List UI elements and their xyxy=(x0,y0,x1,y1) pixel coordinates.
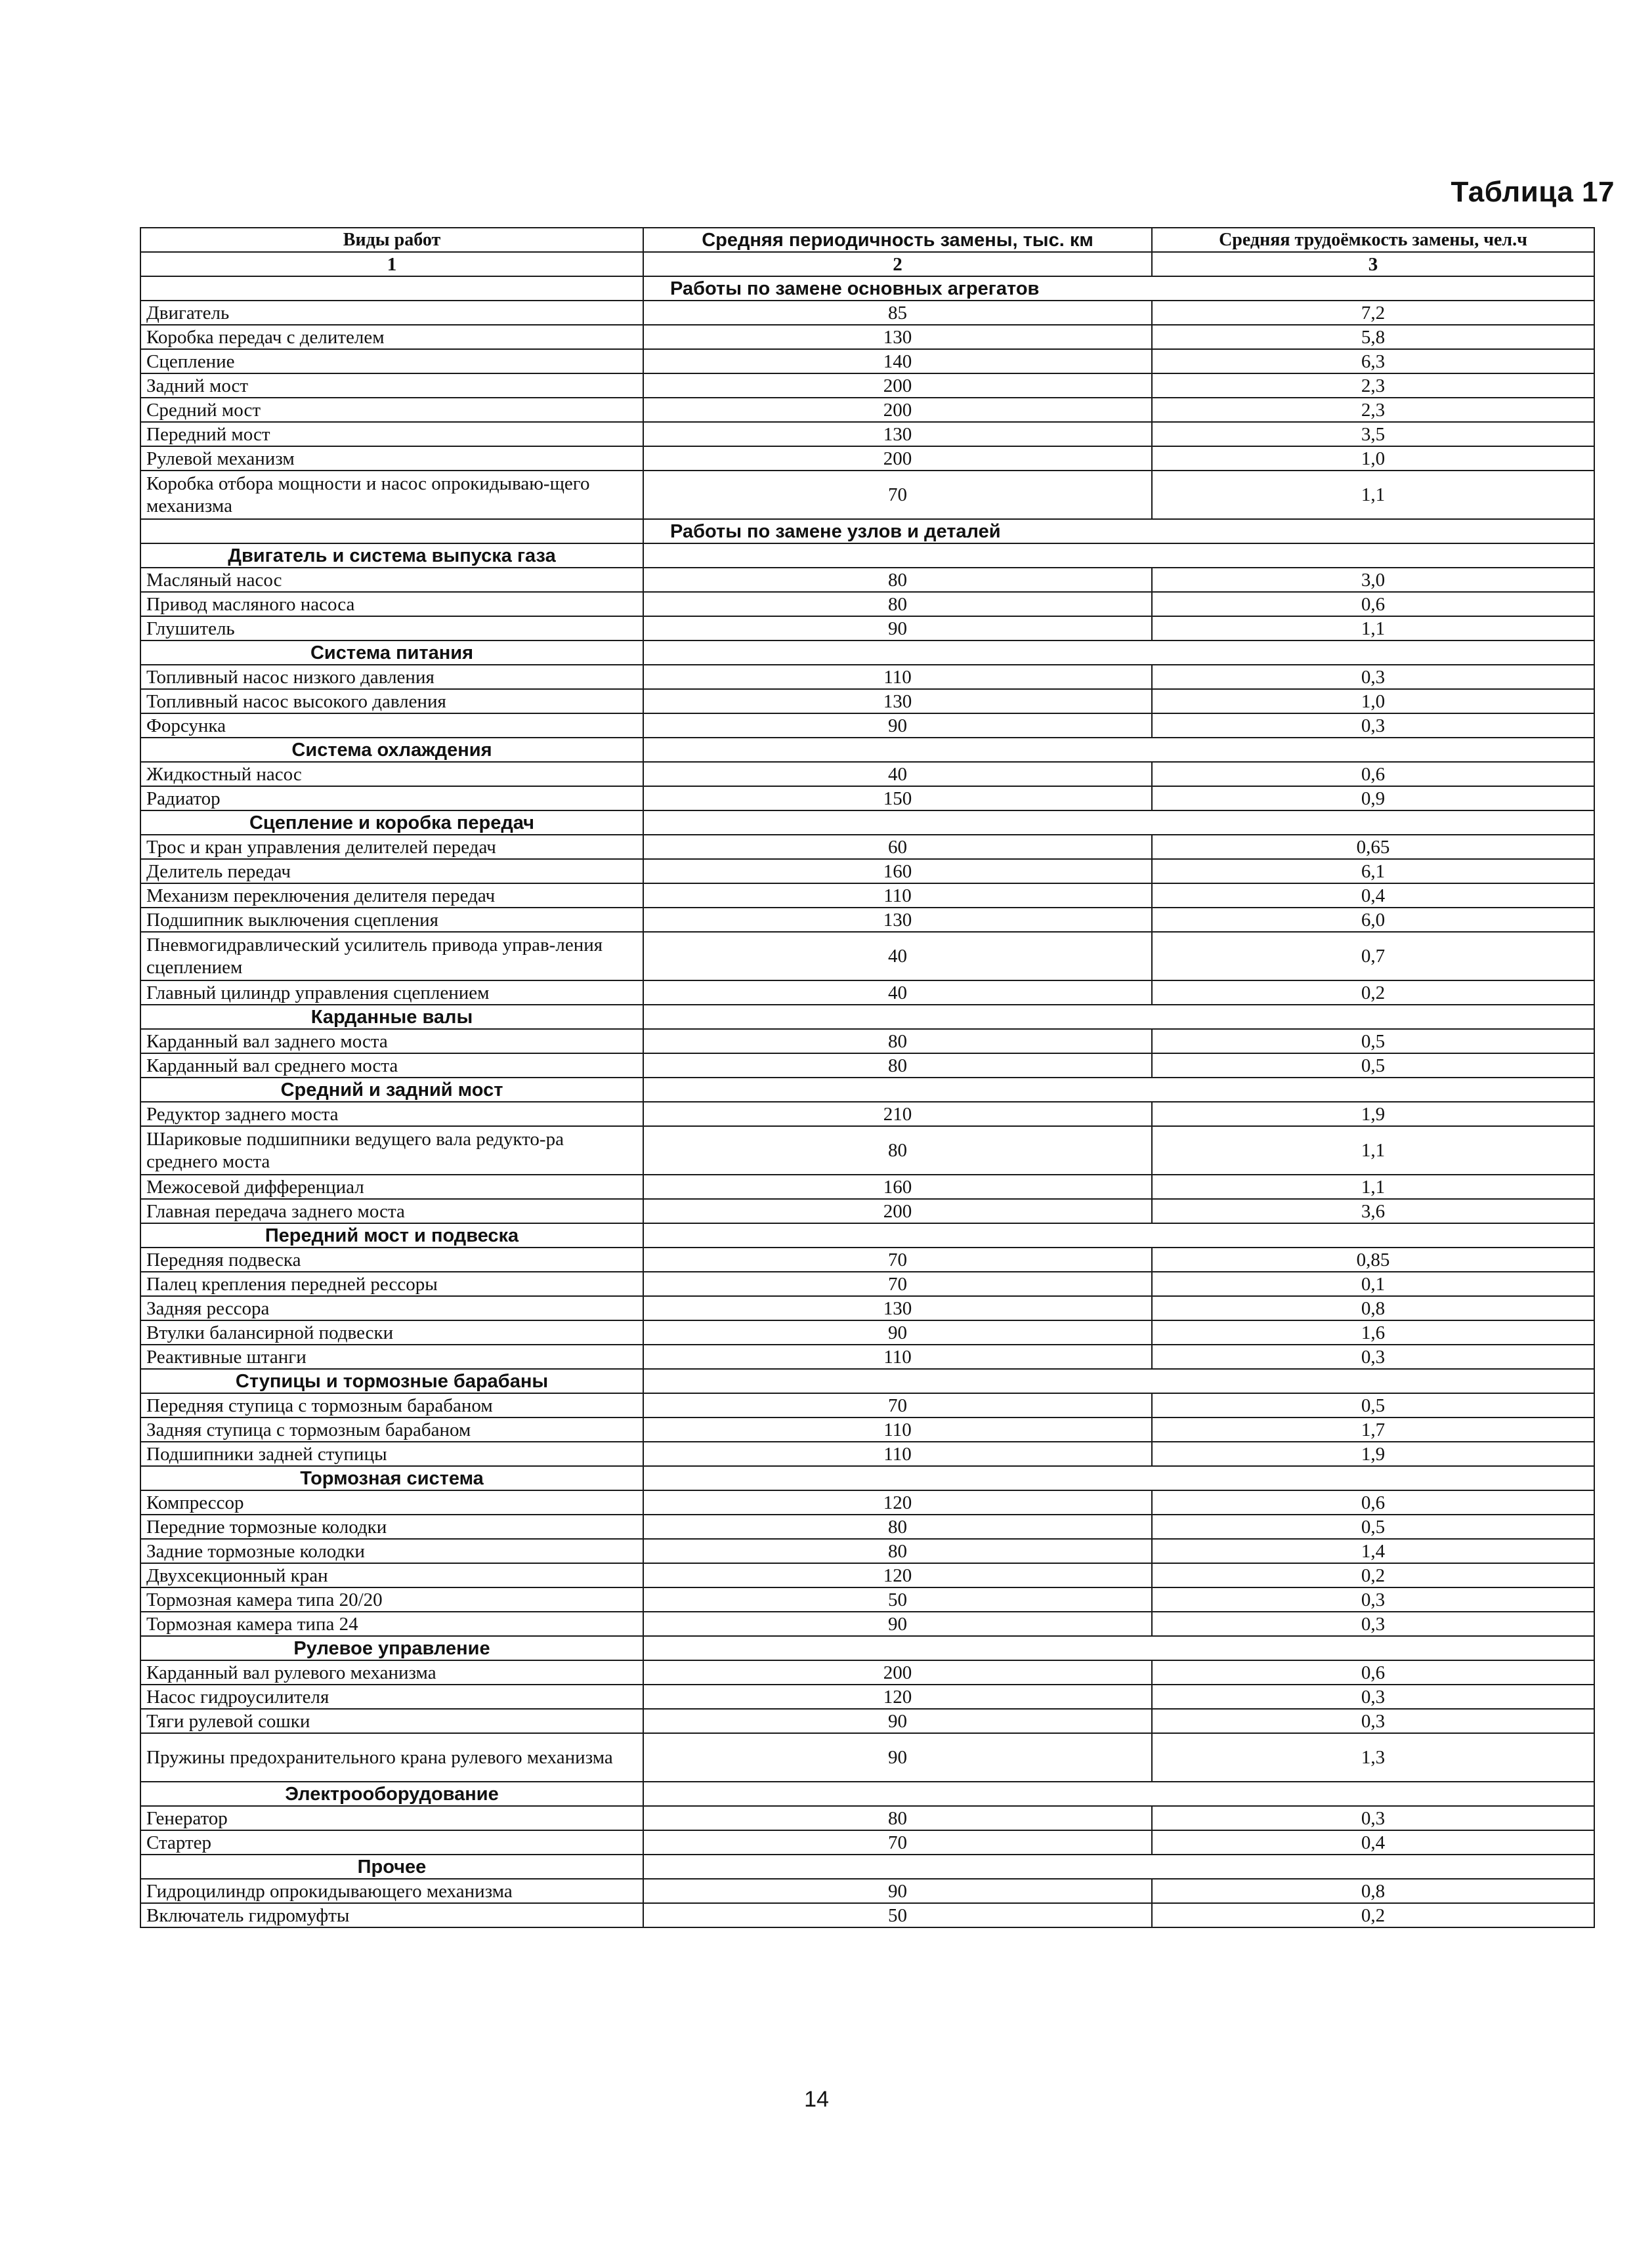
table-body xyxy=(140,276,1594,1927)
period-value: 80 xyxy=(643,1539,1152,1563)
subsection-title: Сцепление и коробка передач xyxy=(140,810,643,835)
period-value: 120 xyxy=(643,1685,1152,1709)
table-row xyxy=(140,665,1594,689)
period-value: 70 xyxy=(643,1393,1152,1418)
table-row xyxy=(140,1272,1594,1296)
period-value: 85 xyxy=(643,301,1152,325)
period-value: 80 xyxy=(643,1053,1152,1078)
labor-value: 0,5 xyxy=(1152,1053,1594,1078)
labor-value: 3,6 xyxy=(1152,1199,1594,1223)
empty-cell xyxy=(140,519,643,543)
labor-value: 2,3 xyxy=(1152,398,1594,422)
labor-value: 1,7 xyxy=(1152,1418,1594,1442)
period-value: 210 xyxy=(643,1102,1152,1126)
table-row xyxy=(140,1199,1594,1223)
subsection-row xyxy=(140,1078,1594,1102)
work-name: Главная передача заднего моста xyxy=(140,1199,643,1223)
work-name: Механизм переключения делителя передач xyxy=(140,883,643,908)
period-value: 200 xyxy=(643,373,1152,398)
period-value: 70 xyxy=(643,471,1152,519)
labor-value: 0,8 xyxy=(1152,1296,1594,1320)
labor-value: 1,0 xyxy=(1152,446,1594,471)
period-value: 80 xyxy=(643,1515,1152,1539)
table-row xyxy=(140,446,1594,471)
work-name: Форсунка xyxy=(140,713,643,738)
subsection-title: Прочее xyxy=(140,1855,643,1879)
labor-value: 0,1 xyxy=(1152,1272,1594,1296)
work-name: Генератор xyxy=(140,1806,643,1830)
labor-value: 1,9 xyxy=(1152,1442,1594,1466)
labor-value: 0,5 xyxy=(1152,1393,1594,1418)
subsection-row xyxy=(140,810,1594,835)
table-row xyxy=(140,908,1594,932)
work-name: Карданный вал заднего моста xyxy=(140,1029,643,1053)
period-value: 70 xyxy=(643,1248,1152,1272)
section-title: Работы по замене узлов и деталей xyxy=(643,519,1594,543)
empty-cell xyxy=(140,276,643,301)
period-value: 130 xyxy=(643,689,1152,713)
empty-cell xyxy=(643,1636,1594,1660)
labor-value: 0,3 xyxy=(1152,713,1594,738)
subsection-row xyxy=(140,1636,1594,1660)
empty-cell xyxy=(643,1466,1594,1490)
period-value: 200 xyxy=(643,1199,1152,1223)
labor-value: 0,4 xyxy=(1152,883,1594,908)
work-name: Передние тормозные колодки xyxy=(140,1515,643,1539)
table-row xyxy=(140,1345,1594,1369)
period-value: 150 xyxy=(643,786,1152,810)
table-row xyxy=(140,1563,1594,1587)
work-name: Реактивные штанги xyxy=(140,1345,643,1369)
subsection-row xyxy=(140,640,1594,665)
period-value: 130 xyxy=(643,908,1152,932)
work-name: Масляный насос xyxy=(140,568,643,592)
table-caption: Таблица 17 xyxy=(1451,176,1615,208)
period-value: 40 xyxy=(643,932,1152,980)
table-row xyxy=(140,932,1594,980)
table-row xyxy=(140,1806,1594,1830)
labor-value: 5,8 xyxy=(1152,325,1594,349)
period-value: 110 xyxy=(643,665,1152,689)
header-work-type: Виды работ xyxy=(140,228,643,252)
period-value: 70 xyxy=(643,1272,1152,1296)
labor-value: 0,3 xyxy=(1152,1709,1594,1733)
period-value: 80 xyxy=(643,568,1152,592)
labor-value: 1,0 xyxy=(1152,689,1594,713)
work-name: Двигатель xyxy=(140,301,643,325)
subsection-row xyxy=(140,1855,1594,1879)
period-value: 120 xyxy=(643,1563,1152,1587)
table-row xyxy=(140,1126,1594,1175)
work-name: Тяги рулевой сошки xyxy=(140,1709,643,1733)
table-row xyxy=(140,373,1594,398)
work-name: Палец крепления передней рессоры xyxy=(140,1272,643,1296)
work-name: Межосевой дифференциал xyxy=(140,1175,643,1199)
labor-value: 3,5 xyxy=(1152,422,1594,446)
period-value: 90 xyxy=(643,713,1152,738)
subsection-row xyxy=(140,1005,1594,1029)
labor-value: 1,1 xyxy=(1152,1175,1594,1199)
work-name: Задние тормозные колодки xyxy=(140,1539,643,1563)
table-row xyxy=(140,1587,1594,1612)
table-row xyxy=(140,689,1594,713)
table-row xyxy=(140,1320,1594,1345)
work-name: Делитель передач xyxy=(140,859,643,883)
table-row xyxy=(140,1102,1594,1126)
labor-value: 7,2 xyxy=(1152,301,1594,325)
subsection-title: Система охлаждения xyxy=(140,738,643,762)
table-row xyxy=(140,1733,1594,1782)
labor-value: 2,3 xyxy=(1152,373,1594,398)
table-row xyxy=(140,1490,1594,1515)
labor-value: 0,9 xyxy=(1152,786,1594,810)
labor-value: 0,85 xyxy=(1152,1248,1594,1272)
period-value: 80 xyxy=(643,1806,1152,1830)
period-value: 50 xyxy=(643,1587,1152,1612)
page-number: 14 xyxy=(804,2087,829,2112)
work-name: Задняя ступица с тормозным барабаном xyxy=(140,1418,643,1442)
work-name: Топливный насос высокого давления xyxy=(140,689,643,713)
column-number-row xyxy=(140,252,1594,276)
table-row xyxy=(140,592,1594,616)
table-row xyxy=(140,471,1594,519)
table-row xyxy=(140,568,1594,592)
table-row xyxy=(140,980,1594,1005)
table-row xyxy=(140,1660,1594,1685)
subsection-row xyxy=(140,543,1594,568)
period-value: 110 xyxy=(643,1345,1152,1369)
subsection-row xyxy=(140,1369,1594,1393)
labor-value: 0,3 xyxy=(1152,1345,1594,1369)
labor-value: 0,6 xyxy=(1152,762,1594,786)
work-name: Редуктор заднего моста xyxy=(140,1102,643,1126)
work-name: Втулки балансирной подвески xyxy=(140,1320,643,1345)
labor-value: 0,3 xyxy=(1152,1806,1594,1830)
work-name: Передняя подвеска xyxy=(140,1248,643,1272)
period-value: 40 xyxy=(643,762,1152,786)
labor-value: 0,3 xyxy=(1152,1685,1594,1709)
table-row xyxy=(140,713,1594,738)
period-value: 70 xyxy=(643,1830,1152,1855)
period-value: 140 xyxy=(643,349,1152,373)
subsection-row xyxy=(140,738,1594,762)
table-header-row xyxy=(140,228,1594,252)
period-value: 130 xyxy=(643,325,1152,349)
labor-value: 1,1 xyxy=(1152,616,1594,640)
work-name: Трос и кран управления делителей передач xyxy=(140,835,643,859)
table-row xyxy=(140,1393,1594,1418)
work-name: Привод масляного насоса xyxy=(140,592,643,616)
table-row xyxy=(140,1709,1594,1733)
labor-value: 0,5 xyxy=(1152,1515,1594,1539)
table-row xyxy=(140,398,1594,422)
period-value: 90 xyxy=(643,1879,1152,1903)
work-name: Пружины предохранительного крана рулевого механизма xyxy=(140,1733,643,1782)
subsection-title: Ступицы и тормозные барабаны xyxy=(140,1369,643,1393)
period-value: 160 xyxy=(643,859,1152,883)
labor-value: 0,6 xyxy=(1152,1660,1594,1685)
labor-value: 0,8 xyxy=(1152,1879,1594,1903)
period-value: 90 xyxy=(643,1733,1152,1782)
table-row xyxy=(140,786,1594,810)
empty-cell xyxy=(643,1223,1594,1248)
table-row xyxy=(140,1685,1594,1709)
subsection-title: Средний и задний мост xyxy=(140,1078,643,1102)
work-name: Гидроцилиндр опрокидывающего механизма xyxy=(140,1879,643,1903)
subsection-row xyxy=(140,1782,1594,1806)
work-name: Карданный вал среднего моста xyxy=(140,1053,643,1078)
work-name: Подшипники задней ступицы xyxy=(140,1442,643,1466)
empty-cell xyxy=(643,1005,1594,1029)
work-name: Глушитель xyxy=(140,616,643,640)
period-value: 200 xyxy=(643,446,1152,471)
labor-value: 0,7 xyxy=(1152,932,1594,980)
period-value: 160 xyxy=(643,1175,1152,1199)
labor-value: 0,3 xyxy=(1152,1587,1594,1612)
work-name: Пневмогидравлический усилитель привода управ-ления сцеплением xyxy=(140,932,643,980)
work-name: Включатель гидромуфты xyxy=(140,1903,643,1927)
table-row xyxy=(140,1296,1594,1320)
period-value: 120 xyxy=(643,1490,1152,1515)
period-value: 90 xyxy=(643,1612,1152,1636)
table-row xyxy=(140,301,1594,325)
work-name: Карданный вал рулевого механизма xyxy=(140,1660,643,1685)
column-number: 1 xyxy=(140,252,643,276)
table-row xyxy=(140,1053,1594,1078)
work-name: Передний мост xyxy=(140,422,643,446)
empty-cell xyxy=(643,1782,1594,1806)
work-name: Коробка передач с делителем xyxy=(140,325,643,349)
period-value: 90 xyxy=(643,1320,1152,1345)
labor-value: 6,3 xyxy=(1152,349,1594,373)
period-value: 80 xyxy=(643,1126,1152,1175)
header-labor: Средняя трудоёмкость замены, чел.ч xyxy=(1152,228,1594,252)
period-value: 90 xyxy=(643,616,1152,640)
work-name: Стартер xyxy=(140,1830,643,1855)
period-value: 80 xyxy=(643,1029,1152,1053)
labor-value: 0,65 xyxy=(1152,835,1594,859)
table-row xyxy=(140,1903,1594,1927)
table-row xyxy=(140,1539,1594,1563)
table-row xyxy=(140,1830,1594,1855)
work-name: Двухсекционный кран xyxy=(140,1563,643,1587)
empty-cell xyxy=(643,640,1594,665)
table-row xyxy=(140,1442,1594,1466)
work-name: Радиатор xyxy=(140,786,643,810)
table-row xyxy=(140,1612,1594,1636)
labor-value: 1,4 xyxy=(1152,1539,1594,1563)
section-row xyxy=(140,519,1594,543)
subsection-title: Передний мост и подвеска xyxy=(140,1223,643,1248)
labor-value: 1,9 xyxy=(1152,1102,1594,1126)
table-row xyxy=(140,1418,1594,1442)
work-name: Шариковые подшипники ведущего вала редукто-ра среднего моста xyxy=(140,1126,643,1175)
subsection-title: Карданные валы xyxy=(140,1005,643,1029)
labor-value: 0,6 xyxy=(1152,592,1594,616)
section-row xyxy=(140,276,1594,301)
labor-value: 0,2 xyxy=(1152,980,1594,1005)
header-period: Средняя периодичность замены, тыс. км xyxy=(643,228,1152,252)
labor-value: 1,1 xyxy=(1152,471,1594,519)
section-title: Работы по замене основных агрегатов xyxy=(643,276,1594,301)
subsection-row xyxy=(140,1466,1594,1490)
labor-value: 6,1 xyxy=(1152,859,1594,883)
empty-cell xyxy=(643,1855,1594,1879)
labor-value: 0,4 xyxy=(1152,1830,1594,1855)
table-row xyxy=(140,422,1594,446)
period-value: 60 xyxy=(643,835,1152,859)
table-row xyxy=(140,1879,1594,1903)
period-value: 110 xyxy=(643,1442,1152,1466)
labor-value: 0,2 xyxy=(1152,1563,1594,1587)
table-row xyxy=(140,1175,1594,1199)
subsection-title: Электрооборудование xyxy=(140,1782,643,1806)
table-row xyxy=(140,1029,1594,1053)
period-value: 200 xyxy=(643,1660,1152,1685)
labor-value: 0,5 xyxy=(1152,1029,1594,1053)
column-number: 3 xyxy=(1152,252,1594,276)
work-name: Коробка отбора мощности и насос опрокидываю-щего механизма xyxy=(140,471,643,519)
work-name: Тормозная камера типа 24 xyxy=(140,1612,643,1636)
subsection-title: Рулевое управление xyxy=(140,1636,643,1660)
maintenance-table xyxy=(140,227,1595,1928)
column-number: 2 xyxy=(643,252,1152,276)
empty-cell xyxy=(643,1078,1594,1102)
table-row xyxy=(140,1515,1594,1539)
work-name: Главный цилиндр управления сцеплением xyxy=(140,980,643,1005)
period-value: 110 xyxy=(643,883,1152,908)
labor-value: 1,6 xyxy=(1152,1320,1594,1345)
empty-cell xyxy=(643,1369,1594,1393)
table-row xyxy=(140,1248,1594,1272)
work-name: Жидкостный насос xyxy=(140,762,643,786)
work-name: Средний мост xyxy=(140,398,643,422)
period-value: 130 xyxy=(643,1296,1152,1320)
work-name: Насос гидроусилителя xyxy=(140,1685,643,1709)
table-row xyxy=(140,859,1594,883)
table-row xyxy=(140,616,1594,640)
empty-cell xyxy=(643,810,1594,835)
labor-value: 0,3 xyxy=(1152,665,1594,689)
period-value: 130 xyxy=(643,422,1152,446)
work-name: Топливный насос низкого давления xyxy=(140,665,643,689)
table-row xyxy=(140,835,1594,859)
work-name: Компрессор xyxy=(140,1490,643,1515)
labor-value: 1,3 xyxy=(1152,1733,1594,1782)
subsection-title: Система питания xyxy=(140,640,643,665)
labor-value: 0,6 xyxy=(1152,1490,1594,1515)
labor-value: 0,3 xyxy=(1152,1612,1594,1636)
period-value: 40 xyxy=(643,980,1152,1005)
labor-value: 1,1 xyxy=(1152,1126,1594,1175)
work-name: Задняя рессора xyxy=(140,1296,643,1320)
table-row xyxy=(140,325,1594,349)
labor-value: 6,0 xyxy=(1152,908,1594,932)
table-row xyxy=(140,349,1594,373)
labor-value: 3,0 xyxy=(1152,568,1594,592)
table-row xyxy=(140,883,1594,908)
empty-cell xyxy=(643,738,1594,762)
empty-cell xyxy=(643,543,1594,568)
work-name: Передняя ступица с тормозным барабаном xyxy=(140,1393,643,1418)
work-name: Подшипник выключения сцепления xyxy=(140,908,643,932)
work-name: Задний мост xyxy=(140,373,643,398)
period-value: 80 xyxy=(643,592,1152,616)
period-value: 200 xyxy=(643,398,1152,422)
period-value: 90 xyxy=(643,1709,1152,1733)
work-name: Рулевой механизм xyxy=(140,446,643,471)
labor-value: 0,2 xyxy=(1152,1903,1594,1927)
period-value: 50 xyxy=(643,1903,1152,1927)
subsection-title: Тормозная система xyxy=(140,1466,643,1490)
work-name: Сцепление xyxy=(140,349,643,373)
period-value: 110 xyxy=(643,1418,1152,1442)
subsection-row xyxy=(140,1223,1594,1248)
subsection-title: Двигатель и система выпуска газа xyxy=(140,543,643,568)
table-row xyxy=(140,762,1594,786)
work-name: Тормозная камера типа 20/20 xyxy=(140,1587,643,1612)
